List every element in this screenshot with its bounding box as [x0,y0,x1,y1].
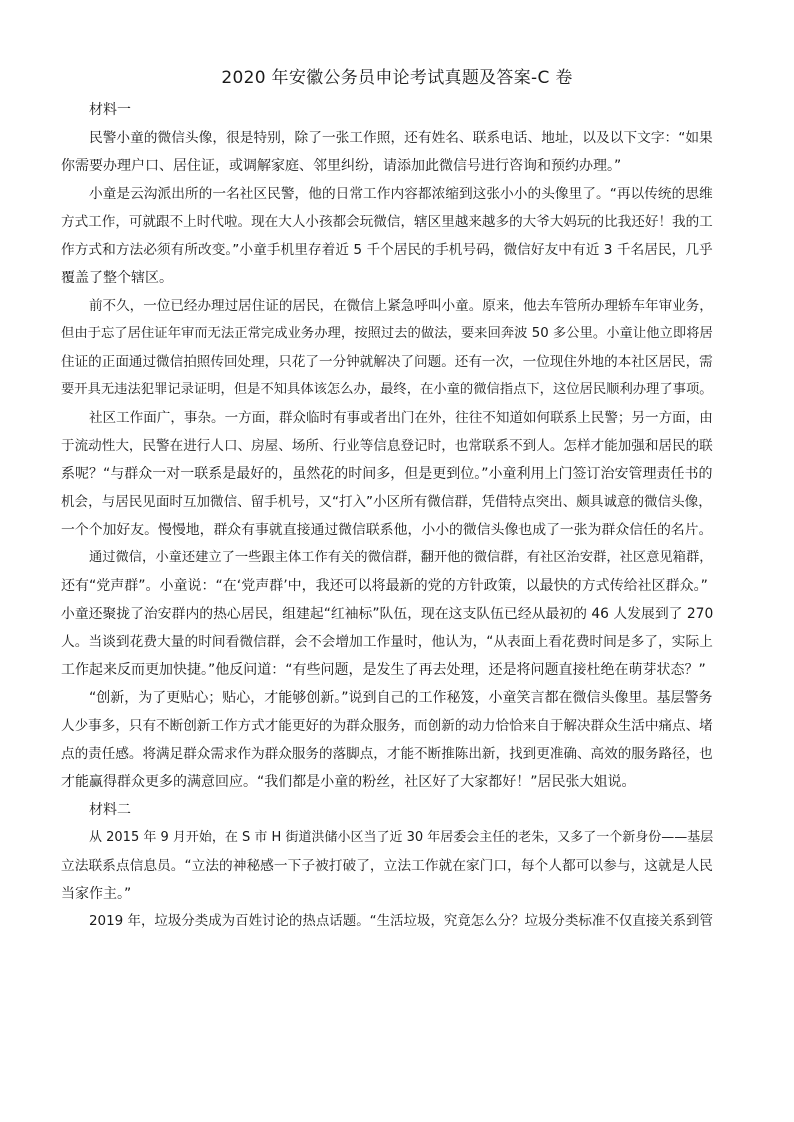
document-body [61,96,741,936]
text-line: 于流动性大，民警在进行人口、房屋、场所、行业等信息登记时，也常联系不到人。怎样才能加强和居民的联 [61,438,713,454]
text-line: 当家作主。” [61,886,132,902]
paragraph [89,908,741,936]
text-line: 从 2015 年 9 月开始，在 S 市 H 街道洪储小区当了近 30 年居委会主任的老朱，又多了一个新身份——基层 [89,830,714,845]
text-line: 要开具无违法犯罪记录证明，但是不知具体该怎么办，最终，在小童的微信指点下，这位居民顺利办理了事项。 [61,382,713,397]
text-line: 一个个加好友。慢慢地，群众有事就直接通过微信联系他，小小的微信头像也成了一张为群众信任的名片。 [61,522,713,538]
paragraph [61,180,741,292]
text-line: 通过微信，小童还建立了一些跟主体工作有关的微信群，翻开他的微信群，有社区治安群，社区意见箱群， [89,550,713,565]
text-line: 工作起来反而更加快捷。”他反问道：“有些问题，是发生了再去处理，还是将问题直接杜绝在萌芽状态？” [61,662,706,678]
paragraph [61,684,741,796]
text-line: 前不久，一位已经办理过居住证的居民，在微信上紧急呼叫小童。原来，他去车管所办理轿车年审业务， [89,298,713,314]
section-material-2 [61,796,741,936]
text-line: 住证的正面通过微信拍照传回处理，只花了一分钟就解决了问题。还有一次，一位现住外地的本社区居民，需 [61,354,713,370]
text-line: 民警小童的微信头像，很是特别，除了一张工作照，还有姓名、联系电话、地址，以及以下文字：“如果 [89,130,713,146]
text-line: 小童是云沟派出所的一名社区民警，他的日常工作内容都浓缩到这张小小的头像里了。“再以传统的思维 [89,186,713,202]
text-line: 作方式和方法必须有所改变。”小童手机里存着近 5 千个居民的手机号码，微信好友中有近 3 千名居民，几乎 [61,242,713,258]
section-heading: 材料二 [89,802,131,818]
section-material-1 [61,96,741,796]
paragraph [61,404,741,544]
text-line: 但由于忘了居住证年审而无法正常完成业务办理，按照过去的做法，要来回奔波 50 多公里。小童让他立即将居 [61,326,713,341]
text-line: 人少事多，只有不断创新工作方式才能更好的为群众服务，而创新的动力恰恰来自于解决群众生活中痛点、堵 [61,718,713,734]
paragraph [61,292,741,404]
paragraph [61,544,741,684]
section-heading: 材料一 [89,102,131,118]
text-line: 方式工作，可就跟不上时代啦。现在大人小孩都会玩微信，辖区里越来越多的大爷大妈玩的比我还好！我的工 [61,214,713,230]
text-line: 才能赢得群众更多的满意回应。“我们都是小童的粉丝，社区好了大家都好！”居民张大姐说。 [61,774,636,790]
text-line: 还有“党声群”。小童说：“在‘党声群’中，我还可以将最新的党的方针政策，以最快的方式传给社区群众。” [61,578,708,594]
text-line: 人。当谈到花费大量的时间看微信群，会不会增加工作量时，他认为，“从表面上看花费时间是多了，实际上 [61,634,713,650]
paragraph [61,824,741,908]
text-line: 你需要办理户口、居住证，或调解家庭、邻里纠纷，请添加此微信号进行咨询和预约办理。” [61,158,622,174]
text-line: “创新，为了更贴心；贴心，才能够创新。”说到自己的工作秘笈，小童笑言都在微信头像里。基层警务 [89,690,713,706]
text-line: 机会，与居民见面时互加微信、留手机号，又“打入”小区所有微信群，凭借特点突出、颇具诚意的微信头像， [61,494,712,510]
document-title: 2020 年安徽公务员申论考试真题及答案-C 卷 [221,68,573,88]
text-line: 立法联系点信息员。“立法的神秘感一下子被打破了，立法工作就在家门口，每个人都可以参与，这就是人民 [61,858,713,874]
text-line: 社区工作面广，事杂。一方面，群众临时有事或者出门在外，往往不知道如何联系上民警；另一方面，由 [89,410,713,426]
text-line: 2019 年，垃圾分类成为百姓讨论的热点话题。“生活垃圾，究竟怎么分？垃圾分类标准不仅直接关系到管 [89,914,713,929]
text-line: 系呢？“与群众一对一联系是最好的，虽然花的时间多，但是更到位。”小童利用上门签订治安管理责任书的 [61,466,713,482]
paragraph [61,124,741,180]
text-line: 小童还聚拢了治安群内的热心居民，组建起“红袖标”队伍，现在这支队伍已经从最初的 46 人发展到了 270 [61,606,714,622]
text-line: 点的责任感。将满足群众需求作为群众服务的落脚点，才能不断推陈出新，找到更准确、高效的服务路径，也 [61,746,713,762]
text-line: 覆盖了整个辖区。 [61,270,173,286]
